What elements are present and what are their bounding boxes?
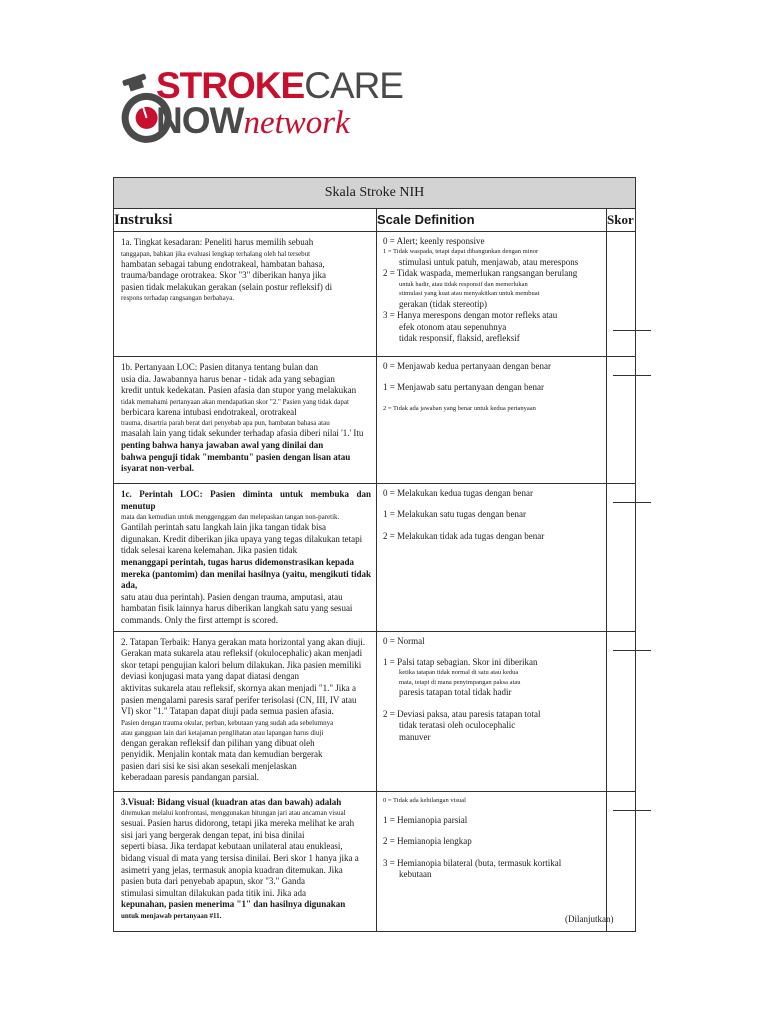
- spacer: [383, 699, 602, 709]
- score-cell[interactable]: [607, 791, 636, 931]
- continued-note: (Dilanjutkan): [565, 914, 614, 924]
- spacer: [383, 805, 602, 815]
- instruction-line: menanggapi perintah, tugas harus didemonstrasikan kepada: [121, 556, 355, 567]
- scale-option: 2 = Hemianopia lengkap: [383, 836, 472, 847]
- instruction-line: 3.Visual: Bidang visual (kuadran atas dan bawah) adalah: [121, 796, 342, 807]
- scale-option: 3 = Hanya merespons dengan motor refleks atau: [383, 310, 558, 321]
- instruction-line: berbicara karena intubasi endotrakeal, orotrakeal: [121, 406, 297, 417]
- score-cell[interactable]: [607, 357, 636, 484]
- instruction-line: ditemukan melalui konfrontasi, menggunakan hitungan jari atau ancaman visual: [121, 809, 346, 818]
- scale-option: 0 = Normal: [383, 635, 425, 646]
- instruction-line: 1c. Perintah LOC: Pasien diminta untuk membuka dan menutup: [121, 489, 371, 511]
- table-title: Skala Stroke NIH: [114, 178, 636, 209]
- instruction-line: Gantilah perintah satu langkah lain jika tangan tidak bisa: [121, 522, 326, 533]
- scale-option: 3 = Hemianopia bilateral (buta, termasuk kortikal: [383, 857, 562, 868]
- scale-option: 1 = Hemianopia parsial: [383, 815, 468, 826]
- column-header-instruksi: Instruksi: [114, 209, 377, 232]
- instruction-line: atau gangguan lain dari ketajaman penglihatan atau lapangan harus diuji: [121, 728, 324, 737]
- scale-option: 0 = Tidak ada kehilangan visual: [383, 796, 466, 804]
- instruction-line: asimetri yang jelas, termasuk anopia kuadran ditemukan. Jika: [121, 864, 343, 875]
- logo-wordmark-top: STROKECARE: [156, 65, 403, 106]
- instruction-line: commands. Only the first attempt is scored.: [121, 614, 278, 625]
- instruction-line: Pasien dengan trauma okular, perban, kebutaan yang sudah ada sebelumnya: [121, 718, 334, 727]
- instruction-line: bidang visual di mata yang tersisa dinilai. Beri skor 1 hanya jika a: [121, 852, 359, 863]
- scale-definition-cell: [377, 357, 607, 484]
- scale-definition-cell: [377, 631, 607, 791]
- instruction-line: respons terhadap rangsangan berbahaya.: [121, 294, 235, 303]
- instruction-line: tidak memahami pertanyaan akan mendapatkan skor "2." Pasien yang tidak dapat: [121, 397, 349, 406]
- scale-option: kebutaan: [399, 869, 432, 880]
- score-blank-line[interactable]: [613, 650, 651, 651]
- scale-definition-cell: [377, 232, 607, 357]
- instruction-line: aktivitas sukarela atau refleksif, skornya akan menjadi "1." Jika a: [121, 682, 357, 693]
- scale-option: untuk hadir, atau tidak responsif dan memerlukan: [399, 280, 528, 288]
- instruction-line: deviasi konjugasi mata yang dapat diatasi dengan: [121, 671, 299, 682]
- scale-option: mata, tetapi di mana penyimpangan paksa atau: [399, 678, 521, 686]
- scale-option: ketika tatapan tidak normal di satu atau kedua: [399, 669, 519, 677]
- table-row: [114, 484, 636, 632]
- instruction-line: usia dia. Jawabannya harus benar - tidak ada yang sebagian: [121, 373, 335, 384]
- instruction-line: VI) skor "1." Tatapan dapat diuji pada semua pasien afasia.: [121, 706, 334, 717]
- instruction-line: masalah lain yang tidak sekunder terhadap afasia diberi nilai '1.' Itu: [121, 428, 364, 439]
- instruction-line: mata dan kemudian untuk menggenggam dan melepaskan tangan non-paretik.: [121, 513, 340, 522]
- instruction-line: hambatan sebagai tabung endotrakeal, hambatan bahasa,: [121, 258, 325, 269]
- spacer: [383, 499, 602, 509]
- instruction-line: dengan gerakan refleksif dan pilihan yang dibuat oleh: [121, 737, 315, 748]
- instruction-line: pasien dari sisi ke sisi akan sesekali menjelaskan: [121, 760, 297, 771]
- table-row: [114, 357, 636, 484]
- logo-wordmark-bottom: NOWnetwork: [156, 100, 350, 141]
- scale-option: 2 = Tidak ada jawaban yang benar untuk kedua pertanyaan: [383, 404, 536, 412]
- scale-option: tidak teratasi oleh oculocephalic: [399, 720, 516, 731]
- instruction-line: pasien mengalami paresis saraf perifer terisolasi (CN, III, IV atau: [121, 694, 357, 705]
- instruction-line: Gerakan mata sukarela atau refleksif (okulocephalic) akan menjadi: [121, 648, 363, 659]
- spacer: [383, 521, 602, 531]
- instruction-line: kredit untuk kedekatan. Pasien afasia dan stupor yang melakukan: [121, 385, 357, 396]
- instruction-line: hambatan fisik lainnya harus diberikan langkah satu yang sesuai: [121, 603, 353, 614]
- instruction-line: tidak selesai karena kelemahan. Jika pasien tidak: [121, 545, 298, 556]
- scale-option: stimulasi yang kuat atau menyakitkan untuk membuat: [399, 290, 540, 298]
- score-blank-line[interactable]: [613, 375, 651, 376]
- instruction-cell: [114, 484, 377, 632]
- spacer: [383, 372, 602, 382]
- score-blank-line[interactable]: [613, 330, 651, 331]
- instruction-line: penyidik. Menjalin kontak mata dan kemudian bergerak: [121, 749, 323, 760]
- instruction-line: trauma, disartria parah berat dari penyebab apa pun, hambatan bahasa atau: [121, 419, 330, 428]
- scale-option: 1 = Palsi tatap sebagian. Skor ini diberikan: [383, 656, 538, 667]
- scale-definition-cell: [377, 791, 607, 931]
- nih-stroke-scale-table: [113, 177, 636, 932]
- table-row: [114, 631, 636, 791]
- scale-option: 1 = Melakukan satu tugas dengan benar: [383, 509, 527, 520]
- instruction-line: 1a. Tingkat kesadaran: Peneliti harus memilih sebuah: [121, 237, 314, 247]
- instruction-line: keberadaan paresis pandangan parsial.: [121, 772, 259, 783]
- instruction-cell: [114, 357, 377, 484]
- instruction-line: 1b. Pertanyaan LOC: Pasien ditanya tentang bulan dan: [121, 362, 318, 372]
- scale-definition-cell: [377, 484, 607, 632]
- score-cell[interactable]: [607, 484, 636, 632]
- scale-option: stimulasi untuk patuh, menjawab, atau merespons: [399, 256, 579, 267]
- scale-option: manuver: [399, 731, 431, 742]
- instruction-line: penting bahwa hanya jawaban awal yang dinilai dan: [121, 439, 324, 450]
- scale-option: 2 = Deviasi paksa, atau paresis tatapan total: [383, 708, 541, 719]
- score-blank-line[interactable]: [613, 502, 651, 503]
- instruction-line: untuk menjawab pertanyaan #11.: [121, 911, 222, 920]
- instruction-line: tanggapan, bahkan jika evaluasi lengkap terhalang oleh hal tersebut: [121, 249, 311, 258]
- spacer: [383, 826, 602, 836]
- scale-option: gerakan (tidak stereotip): [399, 298, 487, 309]
- spacer: [383, 394, 602, 404]
- instruction-cell: [114, 631, 377, 791]
- instruction-line: stimulasi simultan dilakukan pada titik ini. Jika ada: [121, 887, 306, 898]
- instruction-line: seperti biasa. Jika terdapat kebutaan unilateral atau enukleasi,: [121, 841, 343, 852]
- scale-option: 0 = Alert; keenly responsive: [383, 236, 485, 246]
- instruction-line: isyarat non-verbal.: [121, 463, 194, 474]
- score-cell[interactable]: [607, 232, 636, 357]
- scale-option: 2 = Tidak waspada, memerlukan rangsangan berulang: [383, 268, 578, 279]
- strokecare-now-network-logo: [118, 65, 403, 156]
- instruction-cell: [114, 791, 377, 931]
- instruction-line: skor tetapi pengujian kalori belum dilakukan. Jika pasien memiliki: [121, 659, 362, 670]
- spacer: [383, 848, 602, 858]
- instruction-line: pasien tidak melakukan gerakan (selain postur refleksif) di: [121, 281, 333, 292]
- score-blank-line[interactable]: [613, 810, 651, 811]
- scale-option: 1 = Tidak waspada, tetapi dapat dibangunkan dengan minor: [383, 248, 539, 256]
- scale-option: 0 = Melakukan kedua tugas dengan benar: [383, 488, 534, 498]
- instruction-line: mereka (pantomim) dan menilai hasilnya (yaitu, mengikuti tidak ada,: [121, 568, 371, 591]
- column-header-scale-definition: Scale Definition: [377, 209, 607, 232]
- scale-option: efek otonom atau sepenuhnya: [399, 321, 507, 332]
- spacer: [383, 647, 602, 657]
- instruction-line: kepunahan, pasien menerima "1" dan hasilnya digunakan: [121, 899, 346, 910]
- scale-option: 2 = Melakukan tidak ada tugas dengan benar: [383, 530, 545, 541]
- scale-option: paresis tatapan total tidak hadir: [399, 687, 512, 698]
- column-header-skor: Skor: [607, 209, 636, 232]
- table-row: [114, 791, 636, 931]
- instruction-line: satu atau dua perintah). Pasien dengan trauma, amputasi, atau: [121, 591, 343, 602]
- score-cell[interactable]: [607, 631, 636, 791]
- scale-option: 0 = Menjawab kedua pertanyaan dengan benar: [383, 361, 552, 371]
- instruction-line: 2. Tatapan Terbaik: Hanya gerakan mata horizontal yang akan diuji.: [121, 636, 366, 647]
- instruction-line: sisi jari yang bergerak dengan tepat, ini bisa dinilai: [121, 829, 305, 840]
- instruction-cell: [114, 232, 377, 357]
- instruction-line: pasien buta dari penyebab apapun, skor "3." Ganda: [121, 876, 306, 887]
- scale-option: tidak responsif, flaksid, arefleksif: [399, 332, 520, 343]
- instruction-line: trauma/bandage orotrakea. Skor "3" diberikan hanya jika: [121, 270, 327, 281]
- instruction-line: digunakan. Kredit diberikan jika upaya yang tegas dilakukan tetapi: [121, 533, 363, 544]
- instruction-line: sesuai. Pasien harus didorong, tetapi jika mereka melihat ke arah: [121, 818, 355, 829]
- scale-option: 1 = Menjawab satu pertanyaan dengan benar: [383, 382, 545, 393]
- instruction-line: bahwa penguji tidak "membantu" pasien dengan lisan atau: [121, 451, 351, 462]
- table-row: [114, 232, 636, 357]
